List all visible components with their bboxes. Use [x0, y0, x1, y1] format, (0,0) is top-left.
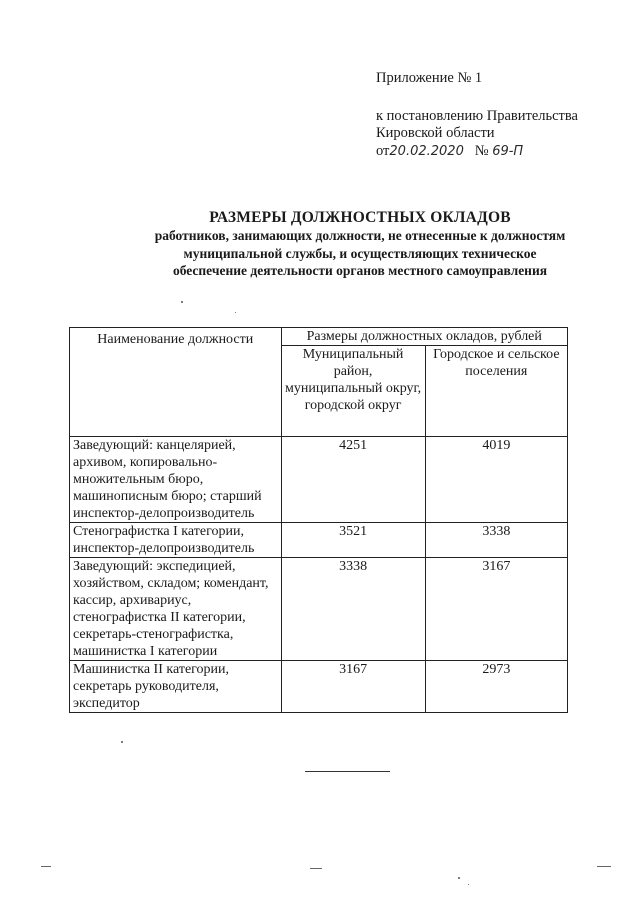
appendix-date-line: [376, 143, 578, 161]
header-col-1: Муниципальный район, муниципальный округ, городской округ: [281, 346, 425, 437]
row-value-1: 3521: [281, 523, 425, 558]
salary-table: [69, 327, 568, 713]
row-name: Стенографистка I категории, инспектор-делопроизводитель: [70, 523, 282, 558]
table-row: [70, 437, 568, 523]
table-row: [70, 523, 568, 558]
row-value-1: 3338: [281, 558, 425, 661]
scan-dash: [310, 868, 322, 869]
title-line-2: муниципальной службы, и осуществляющих техническое: [183, 245, 537, 261]
spacer: [376, 88, 578, 108]
row-value-2: 2973: [425, 661, 567, 713]
row-value-1: 4251: [281, 437, 425, 523]
number-prefix: №: [474, 142, 489, 159]
scan-dash: [597, 866, 611, 867]
title-main: РАЗМЕРЫ ДОЛЖНОСТНЫХ ОКЛАДОВ: [209, 209, 511, 226]
row-value-2: 3167: [425, 558, 567, 661]
appendix-label: Приложение № 1: [376, 70, 483, 86]
appendix-line-2: Кировской области: [376, 125, 495, 141]
table-row: [70, 558, 568, 661]
scan-speck: [458, 877, 460, 879]
row-name: Машинистка II категории, секретарь руководителя, экспедитор: [70, 661, 282, 713]
scan-speck: [468, 884, 469, 885]
row-name: Заведующий: канцелярией, архивом, копировально-множительным бюро, машинописным бюро; старший инспектор-делопроизводитель: [70, 437, 282, 523]
document-title: [90, 208, 630, 280]
footer-divider: [305, 771, 390, 772]
row-value-1: 3167: [281, 661, 425, 713]
number-value: 69-П: [492, 143, 524, 159]
title-line-3: обеспечение деятельности органов местного самоуправления: [172, 263, 548, 278]
scan-speck: [235, 312, 236, 313]
title-line-1: работников, занимающих должности, не отнесенные к должностям: [154, 228, 566, 243]
scan-dash: [41, 866, 51, 867]
header-group: Размеры должностных окладов, рублей: [281, 328, 568, 346]
table-row: [70, 661, 568, 713]
header-col-2: Городское и сельское поселения: [425, 346, 567, 437]
header-name: Наименование должности: [70, 328, 282, 437]
date-value: 20.02.2020: [389, 143, 464, 159]
row-value-2: 3338: [425, 523, 567, 558]
scan-speck: [121, 741, 123, 743]
row-value-2: 4019: [425, 437, 567, 523]
scan-speck: [181, 301, 183, 303]
date-prefix: от: [376, 142, 390, 159]
row-name: Заведующий: экспедицией, хозяйством, складом; комендант, кассир, архивариус, стенографистка II категории, секретарь-стенографистка, машинистка I категории: [70, 558, 282, 661]
appendix-block: [376, 70, 578, 160]
header-row: [70, 328, 568, 346]
appendix-line-1: к постановлению Правительства: [376, 107, 578, 124]
